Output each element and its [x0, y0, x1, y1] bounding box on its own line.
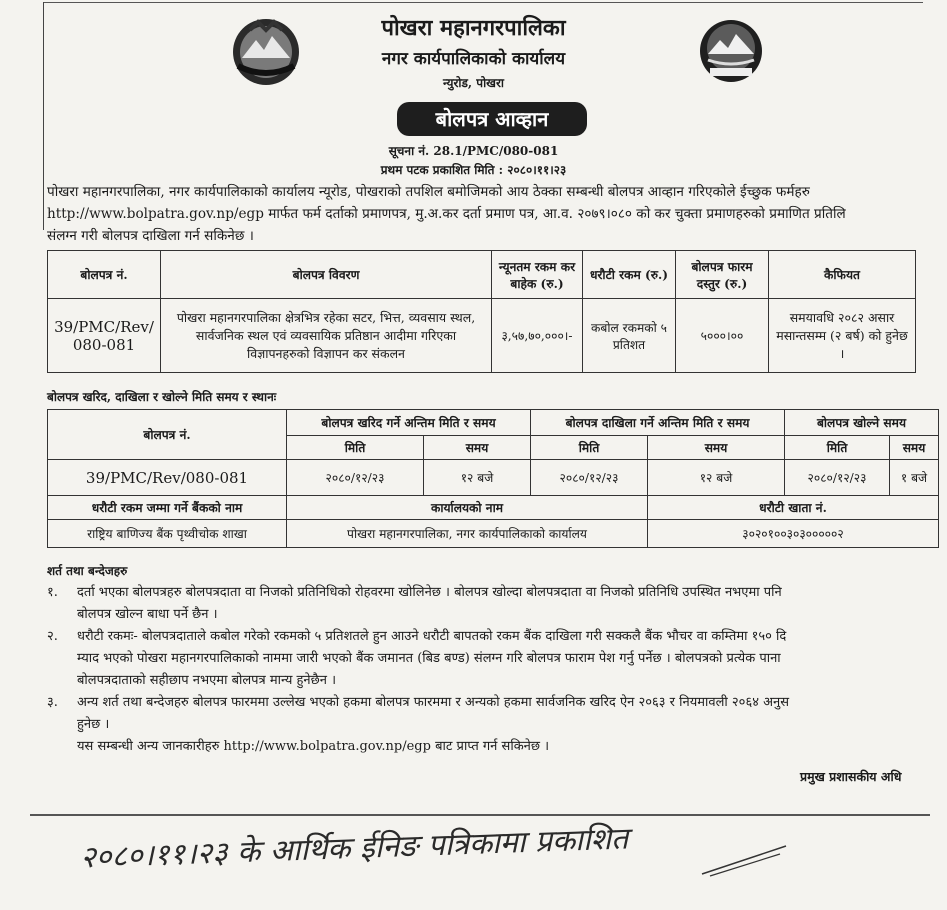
sub-header: मिति — [785, 436, 890, 460]
sub-header: समय — [890, 436, 939, 460]
col-header: बोलपत्र विवरण — [161, 251, 492, 299]
office-name-cell: पोखरा महानगरपालिका, नगर कार्यपालिकाको कार्यालय — [287, 520, 648, 548]
col-header: न्यूनतम रकम कर बाहेक (रु.) — [492, 251, 583, 299]
section-title: बोलपत्र खरिद, दाखिला र खोल्ने मिति समय र स्थानः — [47, 390, 277, 404]
tender-description-cell: पोखरा महानगरपालिका क्षेत्रभित्र रहेका सटर, भित्त, व्यवसाय स्थल, सार्वजनिक स्थल एवं व्यवसायिक प्रतिष्ठान आदीमा गरिएका विज्ञापनहरुको विज्ञापन कर संकलन — [161, 299, 492, 373]
purchase-date-cell: २०८०/१२/२३ — [287, 460, 424, 496]
term-number: २. — [47, 629, 58, 644]
cut-line — [30, 814, 930, 816]
term-line — [47, 714, 947, 736]
submit-date-cell: २०८०/१२/२३ — [531, 460, 648, 496]
term-text: हुनेछ । — [77, 717, 110, 732]
term-line — [47, 736, 947, 758]
term-text: धरौटी रकमः- बोलपत्रदाताले कबोल गरेको रकमको ५ प्रतिशतले हुन आउने धरौटी बापतको रकम बैंक दाखिला गरी सक्कलै बैंक भौचर वा कम्तिमा १५० दि — [77, 629, 787, 644]
term-text: बोलपत्र खोल्न बाधा पर्ने छैन । — [77, 607, 218, 622]
term-line — [47, 582, 947, 604]
col-header: बोलपत्र नं. — [48, 251, 161, 299]
submit-time-cell: १२ बजे — [648, 460, 785, 496]
term-text: बोलपत्रदाताको सहीछाप नभएमा बोलपत्र मान्य हुनेछैन । — [77, 673, 337, 688]
terms-list — [47, 582, 947, 758]
remarks-cell: समयावधि २०८२ असार मसान्तसम्म (२ बर्ष) को हुनेछ । — [769, 299, 916, 373]
municipality-title: पोखरा महानगरपालिका — [381, 15, 566, 41]
term-text: यस सम्बन्धी अन्य जानकारीहरु http://www.bolpatra.gov.np/egp बाट प्राप्त गर्न सकिनेछ । — [77, 739, 550, 754]
col-header: बोलपत्र दाखिला गर्ने अन्तिम मिति र समय — [531, 410, 785, 436]
col-header: कैफियत — [769, 251, 916, 299]
intro-paragraph — [47, 181, 947, 247]
col-header: धरौटी रकम (रु.) — [583, 251, 676, 299]
signature-stroke-icon — [700, 840, 790, 880]
col-header: बोलपत्र खोल्ने समय — [785, 410, 939, 436]
notice-number: सूचना नं. 28.1/PMC/080-081 — [388, 144, 559, 158]
deposit-cell: कबोल रकमको ५ प्रतिशत — [583, 299, 676, 373]
term-number: १. — [47, 585, 58, 600]
sub-header: समय — [648, 436, 785, 460]
sub-header: मिति — [287, 436, 424, 460]
schedule-table — [47, 409, 939, 548]
published-date: प्रथम पटक प्रकाशित मिति : २०८०।११।२३ — [380, 163, 567, 177]
schedule-number-cell: 39/PMC/Rev/080-081 — [48, 460, 287, 496]
sub-header: समय — [424, 436, 531, 460]
notice-heading: बोलपत्र आव्हान — [397, 102, 587, 136]
term-line — [47, 626, 947, 648]
signatory: प्रमुख प्रशासकीय अधि — [800, 769, 902, 784]
purchase-time-cell: १२ बजे — [424, 460, 531, 496]
account-number-cell: ३०२०१००३०३०००००२ — [648, 520, 939, 548]
term-text: अन्य शर्त तथा बन्देजहरु बोलपत्र फारममा उल्लेख भएको हकमा बोलपत्र फारममा र अन्यको हकमा सार्वजनिक खरिद ऐन २०६३ र नियमावली २०६४ अनुस — [77, 695, 790, 710]
bank-name-cell: राष्ट्रिय बाणिज्य बैंक पृथ्वीचोक शाखा — [48, 520, 287, 548]
col-header: बोलपत्र नं. — [48, 410, 287, 460]
term-text: दर्ता भएका बोलपत्रहरु बोलपत्रदाता वा निजको प्रतिनिधिको रोहवरमा खोलिनेछ । बोलपत्र खोल्दा बोलपत्रदाता वा निजको प्रतिनिधि उपस्थित नभएमा पनि — [77, 585, 782, 600]
terms-title: शर्त तथा बन्देजहरु — [47, 564, 128, 578]
term-line — [47, 670, 947, 692]
term-line — [47, 692, 947, 714]
col-header: धरौटी रकम जम्मा गर्ने बैंकको नाम — [48, 496, 287, 520]
open-time-cell: १ बजे — [890, 460, 939, 496]
intro-line: पोखरा महानगरपालिका, नगर कार्यपालिकाको कार्यालय न्यूरोड, पोखराको तपशिल बमोजिमको आय ठेक्का सम्बन्धी बोलपत्र आव्हान गरिएकोले ईच्छुक फर्महरु — [47, 184, 810, 200]
handwritten-note: २०८०।११।२३ के आर्थिक ईनिङ पत्रिकामा प्रकाशित — [79, 821, 629, 876]
office-address: न्युरोड, पोखरा — [442, 76, 505, 90]
office-name: नगर कार्यपालिकाको कार्यालय — [381, 49, 566, 69]
term-line — [47, 604, 947, 626]
term-number: ३. — [47, 695, 58, 710]
open-date-cell: २०८०/१२/२३ — [785, 460, 890, 496]
sub-header: मिति — [531, 436, 648, 460]
term-text: म्याद भएको पोखरा महानगरपालिकाको नाममा जारी भएको बैंक जमानत (बिड बण्ड) संलग्न गरि बोलपत्र फाराम पेश गर्नु पर्नेछ । बोलपत्रको प्रत्येक पाना — [77, 651, 781, 666]
col-header: बोलपत्र फारम दस्तुर (रु.) — [676, 251, 769, 299]
tender-number-cell: 39/PMC/Rev/ 080-081 — [48, 299, 161, 373]
form-fee-cell: ५०००।०० — [676, 299, 769, 373]
intro-line: संलग्न गरी बोलपत्र दाखिला गर्न सकिनेछ । — [47, 228, 254, 244]
col-header: कार्यालयको नाम — [287, 496, 648, 520]
min-amount-cell: ३,५७,७०,०००।- — [492, 299, 583, 373]
tender-details-table — [47, 250, 916, 373]
term-line — [47, 648, 947, 670]
col-header: बोलपत्र खरिद गर्ने अन्तिम मिति र समय — [287, 410, 531, 436]
intro-line: http://www.bolpatra.gov.np/egp मार्फत फर्म दर्ताको प्रमाणपत्र, मु.अ.कर दर्ता प्रमाण पत्र, आ.व. २०७९।०८० को कर चुक्ता प्रमाणहरुको प्रमाणित प्रतिलि — [47, 206, 846, 222]
col-header: धरौटी खाता नं. — [648, 496, 939, 520]
